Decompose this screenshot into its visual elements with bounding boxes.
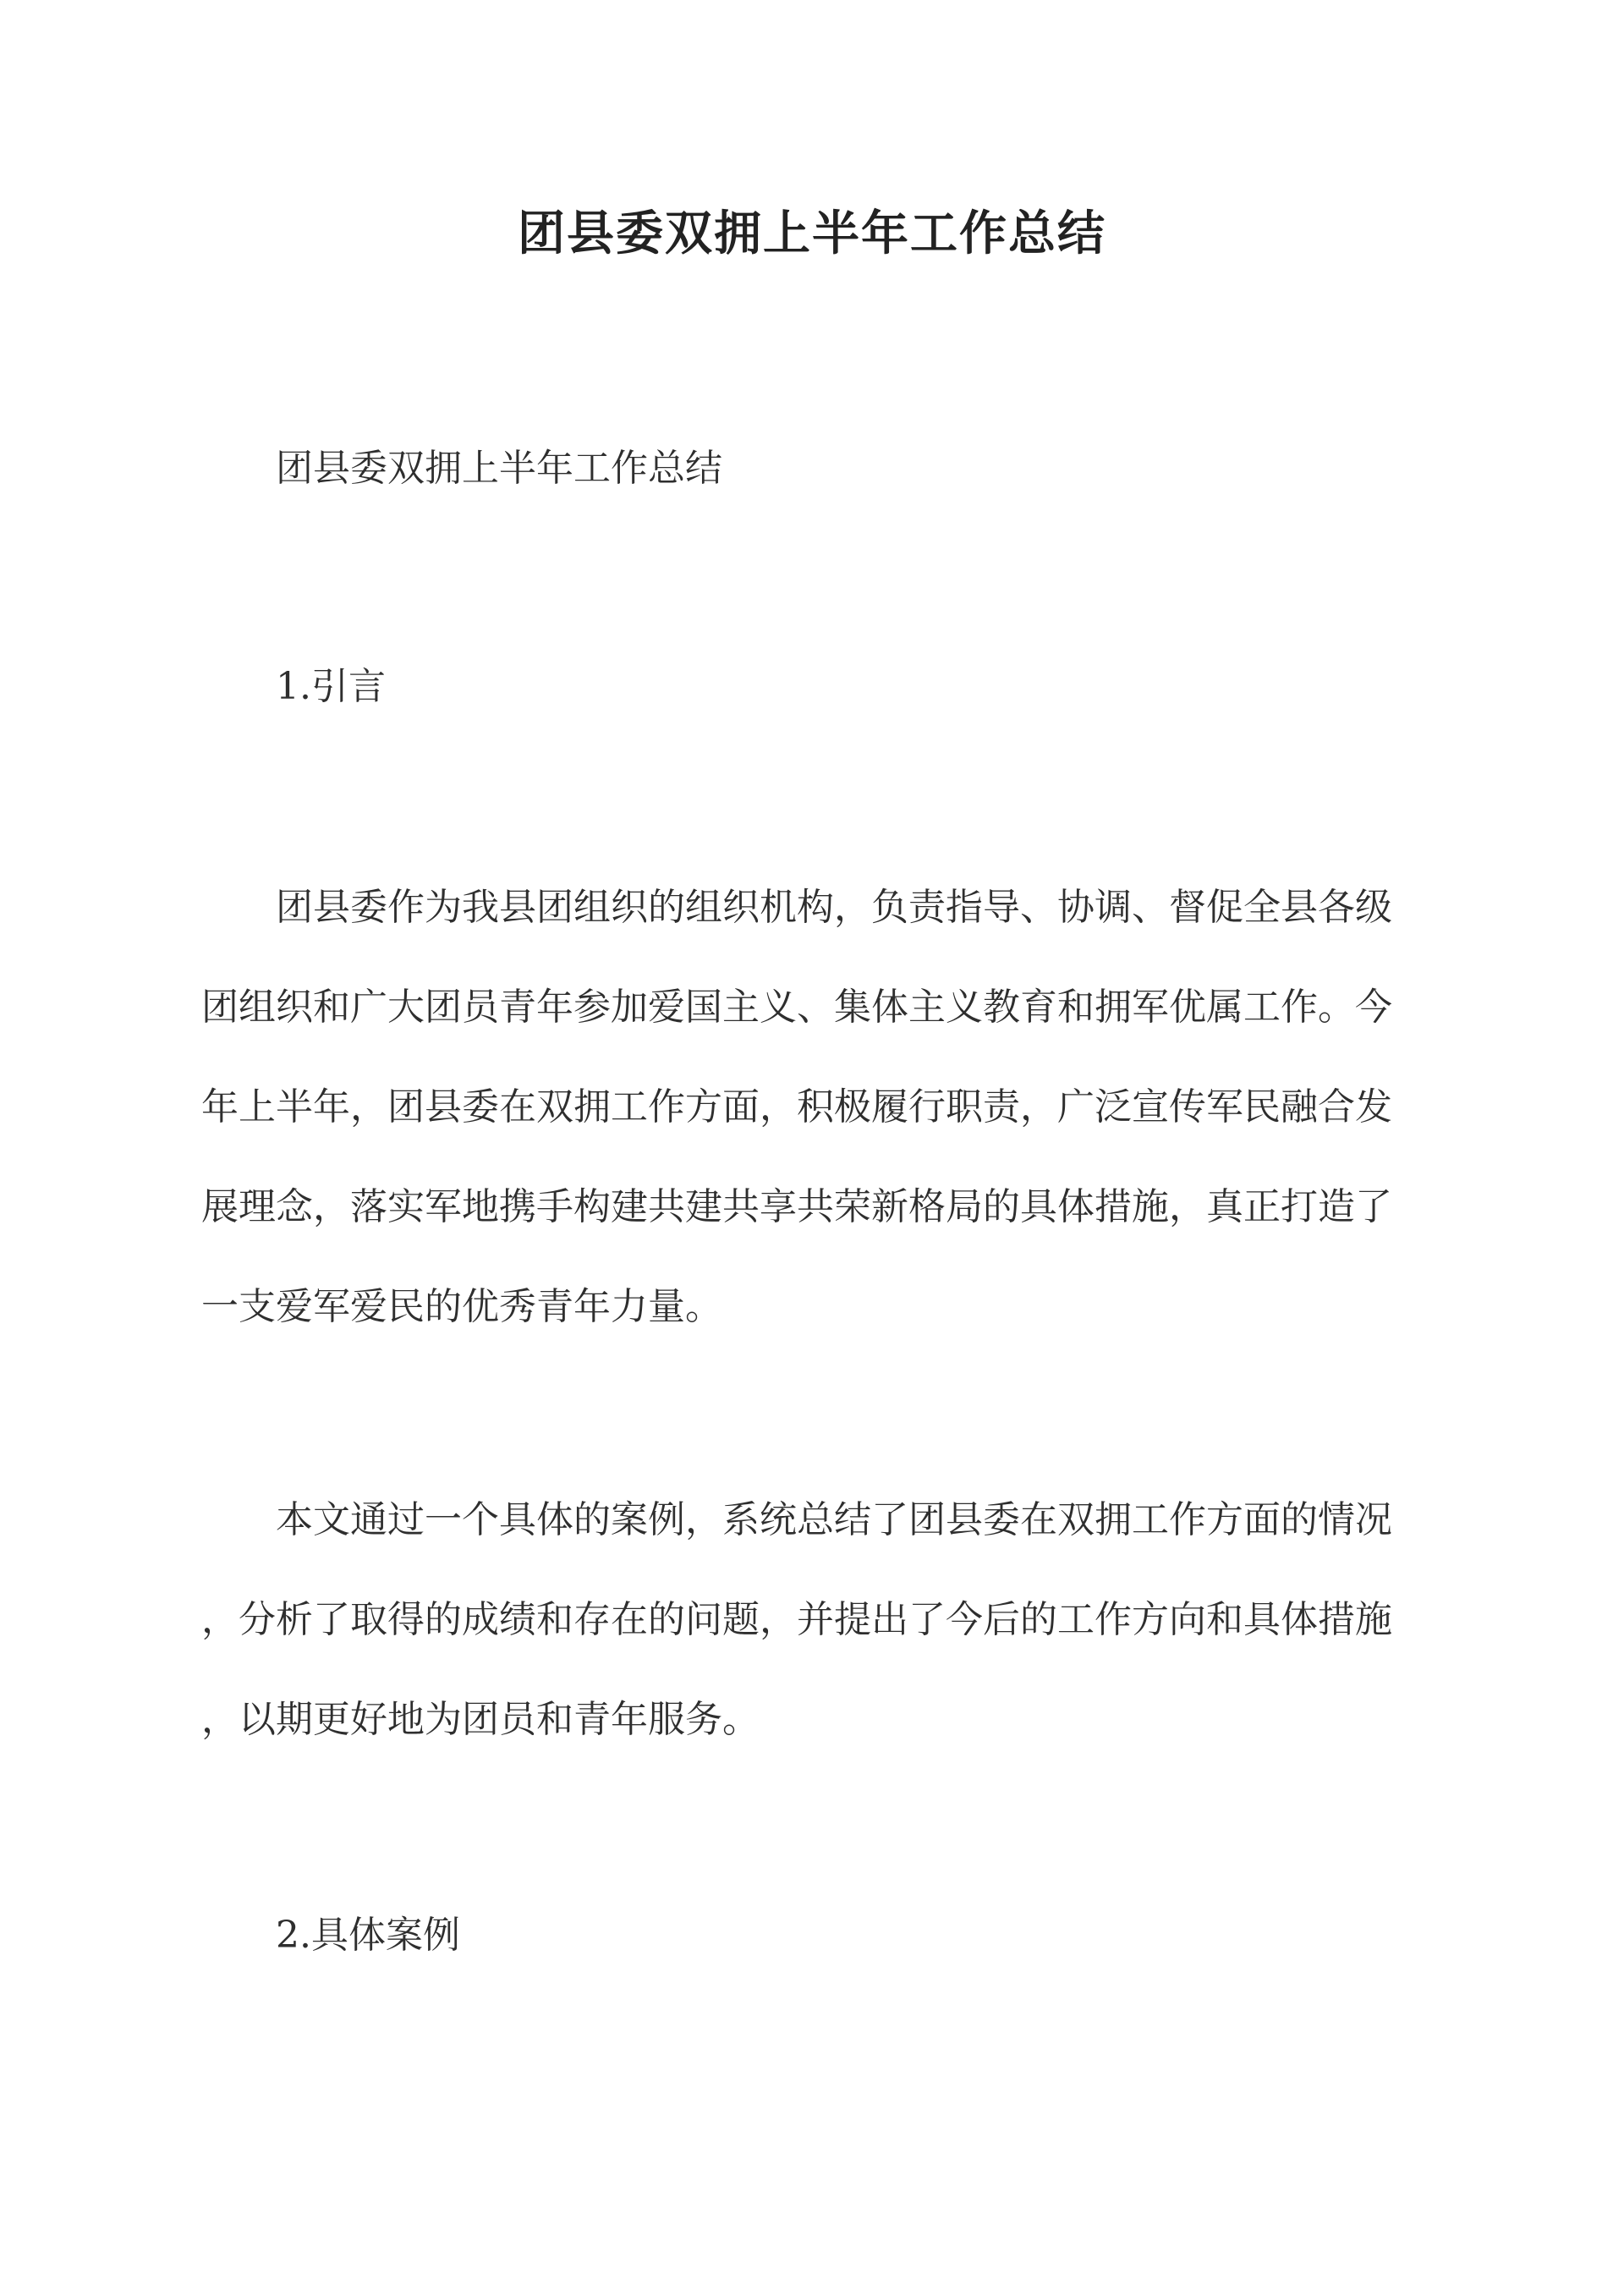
document-subtitle: 团县委双拥上半年工作总结 bbox=[276, 447, 722, 490]
intro-paragraph-2 bbox=[201, 1470, 1429, 1770]
paragraph-line: ，分析了取得的成绩和存在的问题，并提出了今后的工作方向和具体措施 bbox=[201, 1598, 1392, 1641]
document-title: 团县委双拥上半年工作总结 bbox=[518, 206, 1106, 261]
paragraph-line: 年上半年，团县委在双拥工作方面，积极履行职责，广泛宣传军民融合发 bbox=[201, 1085, 1392, 1129]
section-heading-intro: 1.引言 bbox=[276, 665, 386, 708]
section-heading-case: 2.具体案例 bbox=[276, 1914, 460, 1957]
paragraph-line: 一支爱军爱民的优秀青年力量。 bbox=[201, 1285, 722, 1328]
paragraph-line: ，以期更好地为团员和青年服务。 bbox=[201, 1698, 760, 1741]
intro-paragraph-1 bbox=[201, 858, 1429, 1357]
paragraph-line: 展理念，落实军地携手构建共建共享共荣新格局的具体措施，真正打造了 bbox=[201, 1185, 1392, 1228]
paragraph-line: 本文通过一个具体的案例，系统总结了团县委在双拥工作方面的情况 bbox=[276, 1498, 1392, 1541]
paragraph-line: 团县委作为我县团组织的组织机构，负责指导、协调、督促全县各级 bbox=[276, 886, 1392, 929]
paragraph-line: 团组织和广大团员青年参加爱国主义、集体主义教育和拥军优属工作。今 bbox=[201, 986, 1392, 1029]
